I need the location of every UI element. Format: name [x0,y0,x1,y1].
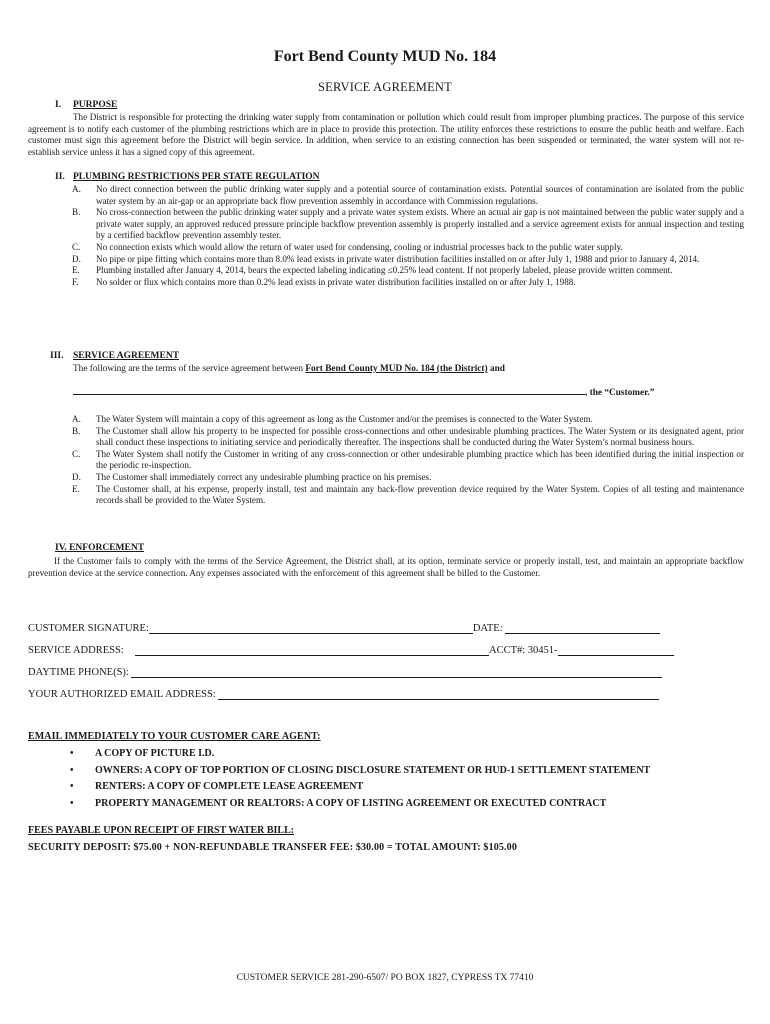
section-restrictions-heading [55,172,320,182]
item-letter: A. [72,184,81,194]
agreement-terms-list [72,414,744,507]
section-number: II. [55,172,65,182]
section-purpose-heading [55,100,117,110]
item-letter: E. [72,483,80,494]
item-letter: B. [72,425,81,436]
email-row [28,688,659,700]
acct-field[interactable] [558,644,674,656]
email-instructions-heading: EMAIL IMMEDIATELY TO YOUR CUSTOMER CARE AGENT: [28,731,321,742]
address-row [28,644,674,656]
section-title: PLUMBING RESTRICTIONS PER STATE REGULATION [73,172,320,182]
date-field[interactable] [505,622,660,634]
customer-name-line [73,385,743,398]
fees-heading: FEES PAYABLE UPON RECEIPT OF FIRST WATER BILL: [28,825,295,836]
restrictions-list [72,184,744,288]
item-text: The Customer shall allow his property to be inspected for possible cross-connections and other undesirable plumbing practices. The Water System or its designated agent, prior shall conduct these inspections to initiating service and periodically thereafter. The inspections shall be conducted during the Water System’s normal business hours. [96,425,744,448]
list-item [72,184,744,207]
item-letter: C. [72,448,81,459]
list-item [72,449,744,472]
section-title: PURPOSE [73,100,118,110]
item-text: RENTERS: A COPY OF COMPLETE LEASE AGREEMENT [95,781,364,793]
enforcement-paragraph: If the Customer fails to comply with the terms of the Service Agreement, the District shall, at its option, terminate service or properly install, test, and maintain an appropriate backflow prevention device at the service connection. Any expenses associated with the enforcement of this agreement shall be billed to the Customer. [28,556,744,578]
item-text: No cross-connection between the public drinking water supply and a private water system exists. Where an actual air gap is not maintained between the public water supply and a private water supply, an approved reduced pressure principle backflow prevention assembly is properly installed and a service agreement exists for annual inspection and testing by a certified backflow prevention assembly tester. [96,207,744,241]
list-item [70,779,650,796]
signature-field[interactable] [149,622,473,634]
intro-and: and [489,364,505,374]
intro-text: The following are the terms of the service agreement between [73,364,303,374]
item-text: No connection exists which would allow the return of water used for condensing, cooling or industrial processes back to the public water supply. [96,241,623,252]
item-letter: B. [72,207,81,218]
daytime-phone-field[interactable] [131,666,662,678]
list-item [72,265,744,277]
item-letter: D. [72,253,81,264]
item-letter: E. [72,265,80,276]
phone-row [28,666,662,678]
list-item [70,746,650,763]
signature-label: CUSTOMER SIGNATURE: [28,623,149,634]
bullet-icon: • [70,764,74,776]
item-text: The Customer shall, at his expense, properly install, test and maintain any back-flow prevention device required by the Water System. Copies of all testing and maintenance records shall be provided to the Water System. [96,483,744,506]
footer-contact: CUSTOMER SERVICE 281-290-6507/ PO BOX 1827, CYPRESS TX 77410 [236,973,534,983]
service-address-field[interactable] [135,644,489,656]
item-text: The Water System will maintain a copy of this agreement as long as the Customer and/or the premises is connected to the Water System. [96,414,593,424]
list-item [72,484,744,507]
list-item [72,277,744,289]
item-text: A COPY OF PICTURE I.D. [95,748,215,759]
section-number: III. [50,351,64,361]
bullet-icon: • [70,748,74,759]
item-text: No pipe or pipe fitting which contains more than 8.0% lead exists in private water distribution facilities installed on or after July 1, 1988 and prior to January 4, 2014. [96,253,700,264]
section-title: SERVICE AGREEMENT [73,351,180,361]
daytime-phone-label: DAYTIME PHONE(S): [28,667,129,678]
agreement-intro [73,364,745,376]
fees-amounts: SECURITY DEPOSIT: $75.00 + NON-REFUNDABLE TRANSFER FEE: $30.00 = TOTAL AMOUNT: $105.00 [28,842,517,853]
item-text: Plumbing installed after January 4, 2014, bears the expected labeling indicating ≤0.25% lead content. If not properly labeled, please provide written comment. [96,265,673,276]
item-letter: C. [72,241,81,252]
customer-name-field[interactable] [73,385,585,395]
signature-row [28,622,660,634]
list-item [72,242,744,254]
bullet-icon: • [70,781,74,793]
required-documents-list [70,746,650,812]
email-address-label: YOUR AUTHORIZED EMAIL ADDRESS: [28,689,216,700]
document-subtitle: SERVICE AGREEMENT [318,80,452,94]
list-item [72,207,744,242]
list-item [70,763,650,780]
item-text: No direct connection between the public drinking water supply and a potential source of contamination exists. Potential sources of contamination are isolated from the public water system by an air-gap or an appropriate back flow prevention assembly in accordance with Commission regulations. [96,184,744,206]
list-item [72,426,744,449]
item-letter: F. [72,276,79,287]
item-text: The Water System shall notify the Customer in writing of any cross-connection or other undesirable plumbing practice which has been identified during the initial inspection or the periodic re-inspection. [96,448,744,471]
item-text: OWNERS: A COPY OF TOP PORTION OF CLOSING DISCLOSURE STATEMENT OR HUD-1 SETTLEMENT STATEMENT [95,764,651,776]
document-title: Fort Bend County MUD No. 184 [273,48,497,65]
section-enforcement-heading: IV. ENFORCEMENT [55,543,145,553]
item-letter: D. [72,471,81,482]
date-label: DATE: [472,623,503,634]
email-address-field[interactable] [218,688,659,700]
item-text: The Customer shall immediately correct any undesirable plumbing practice on his premises. [96,471,432,482]
customer-suffix: , the “Customer.” [585,388,655,398]
section-agreement-heading [50,351,179,361]
item-text: No solder or flux which contains more than 0.2% lead exists in private water distribution facilities installed on or after July 1, 1988. [96,276,576,287]
list-item [70,796,650,813]
acct-label: ACCT#: 30451- [489,645,558,656]
purpose-paragraph: The District is responsible for protecting the drinking water supply from contamination or pollution which could result from improper plumbing practices. The purpose of this service agreement is to notify each customer of the plumbing restrictions which are in place to provide this protection. The utility enforces these restrictions to ensure the public heath and welfare. Each customer must sign this agreement before the District will begin service. In addition, when service to an existing connection has been suspended or terminated, the water system will not re-establish service unless it has a signed copy of this agreement. [28,112,744,157]
list-item [72,254,744,266]
item-letter: A. [72,414,81,424]
district-name: Fort Bend County MUD No. 184 (the District) [305,364,488,374]
service-address-label: SERVICE ADDRESS: [28,645,124,656]
bullet-icon: • [70,797,74,809]
item-text: PROPERTY MANAGEMENT OR REALTORS: A COPY OF LISTING AGREEMENT OR EXECUTED CONTRACT [95,797,607,809]
list-item [72,472,744,484]
list-item [72,414,744,426]
section-number: I. [55,100,62,110]
